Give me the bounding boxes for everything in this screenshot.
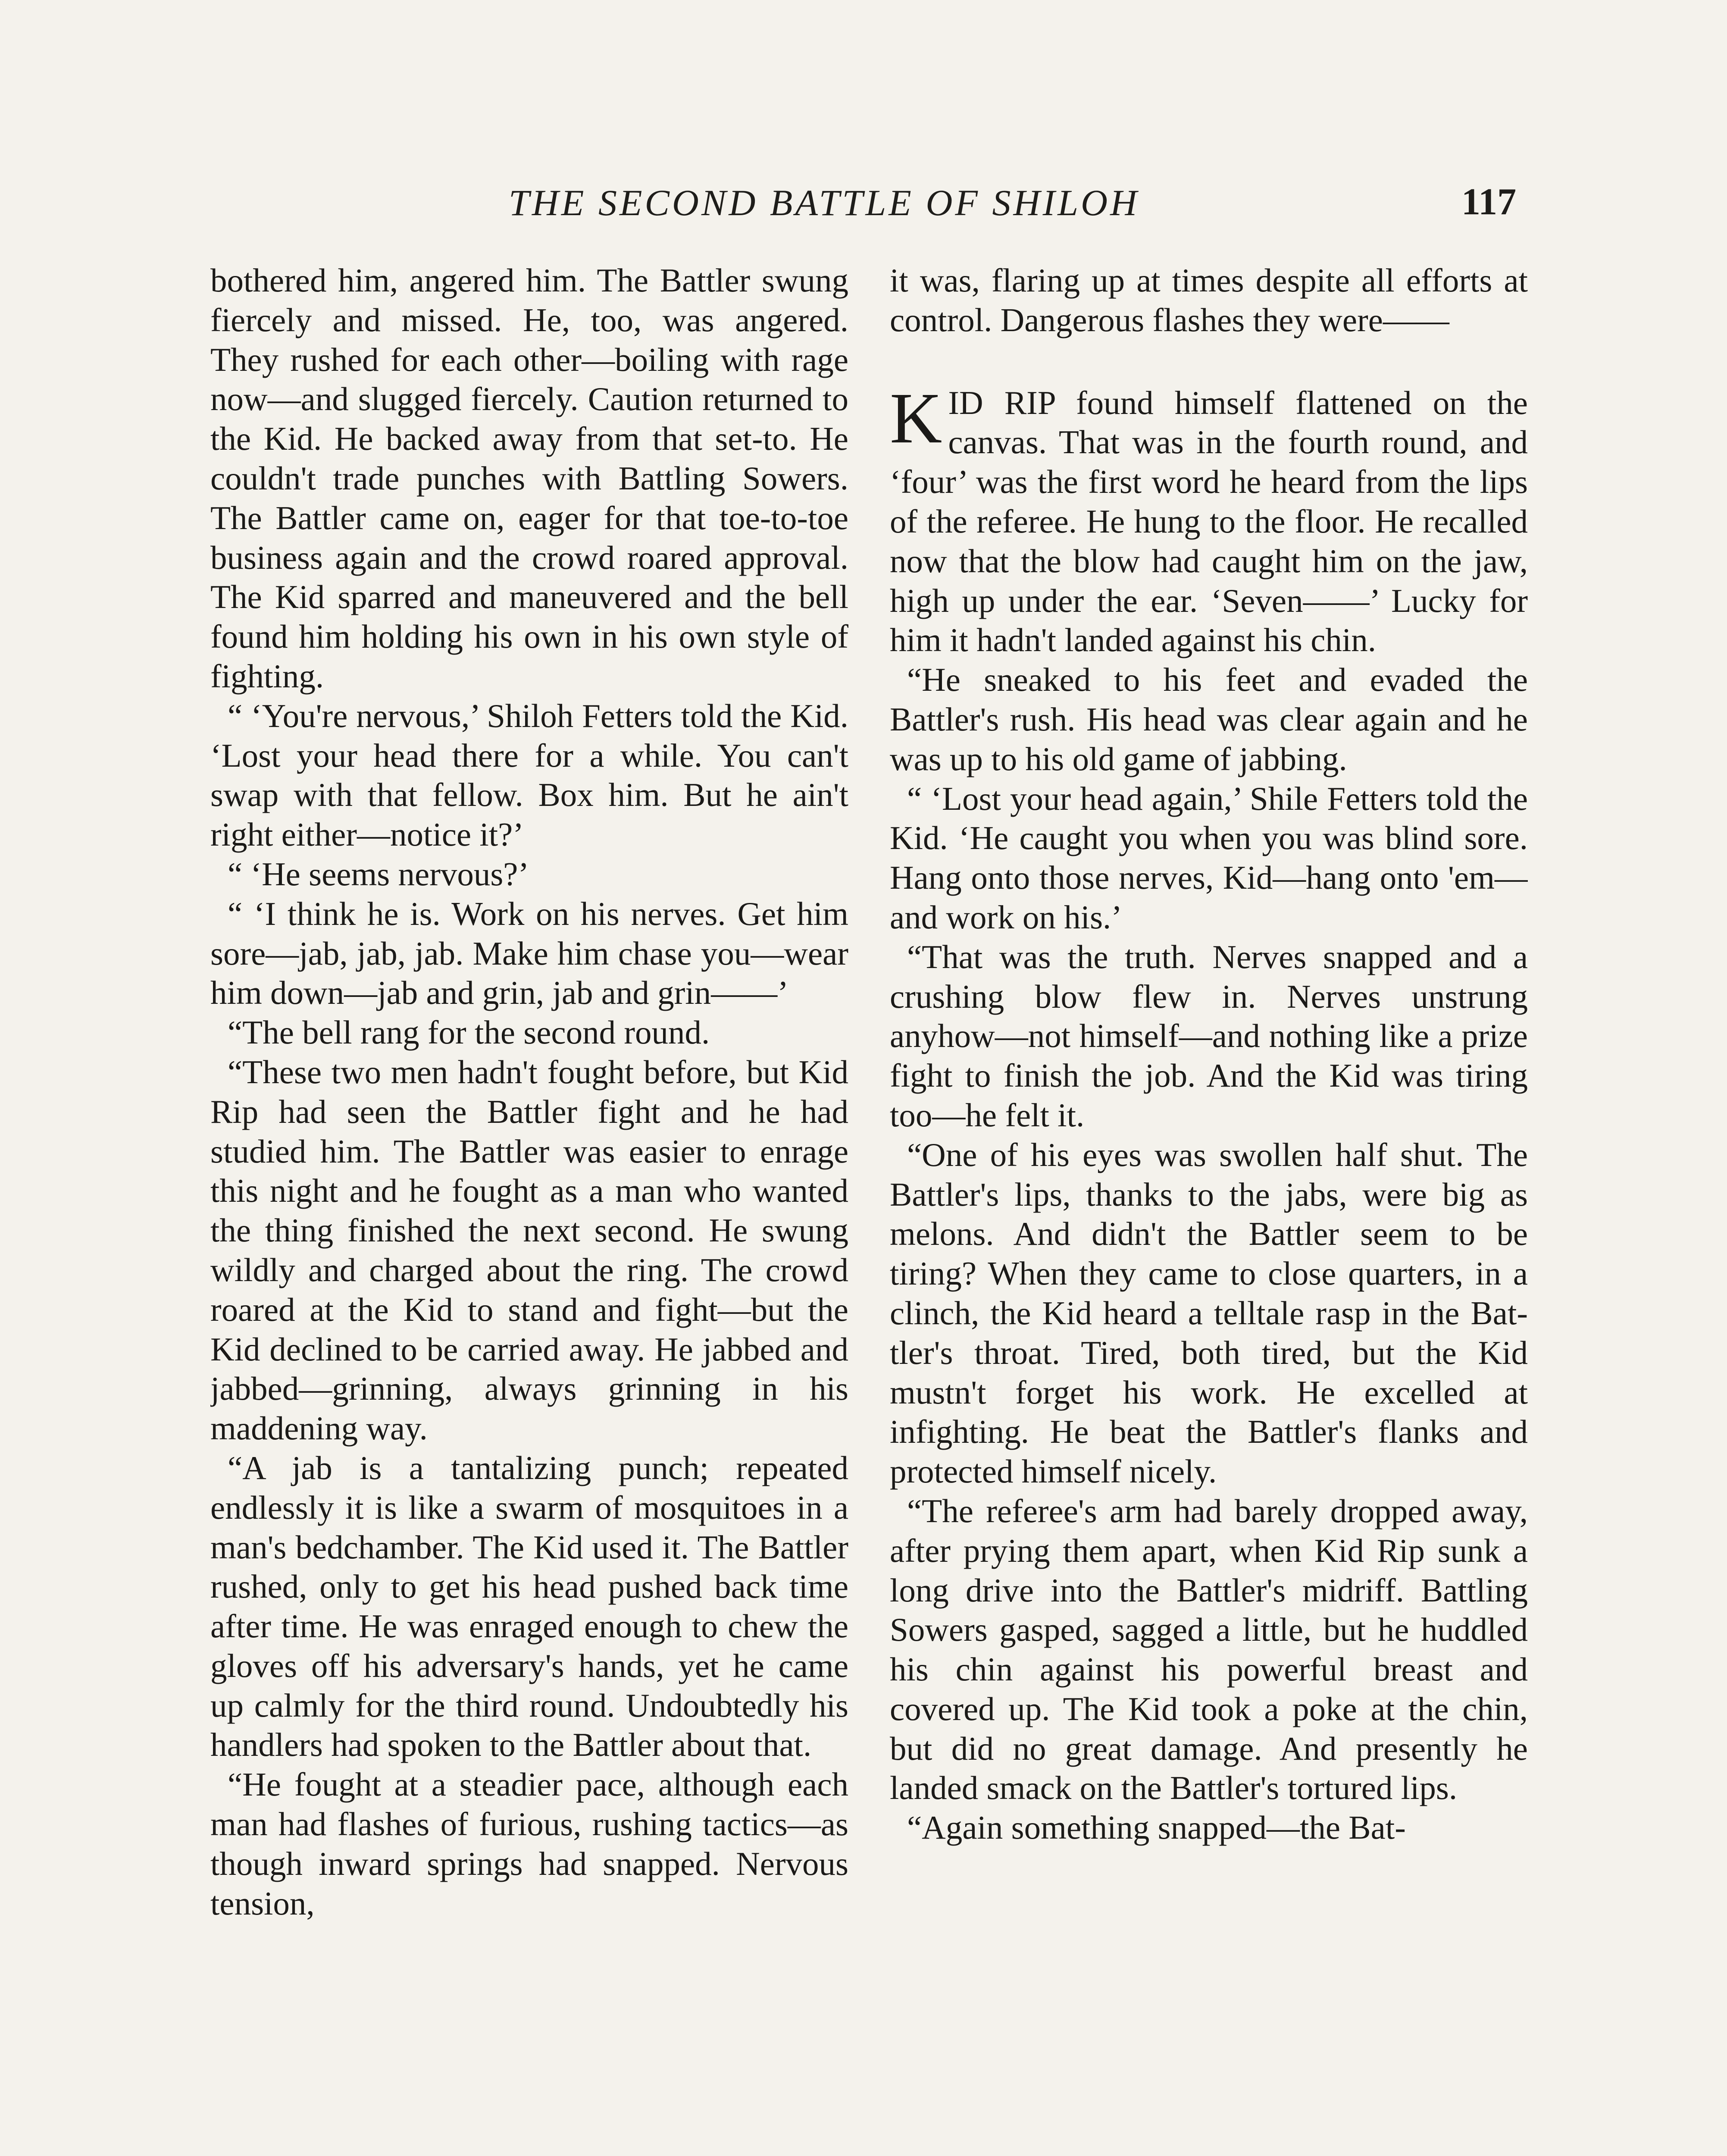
paragraph: “ ‘You're nervous,’ Shiloh Fetters told the Kid. ‘Lost your head there for a while. You can't swap with that fellow. Box him. But he ain't right either—notice it?’ [210,697,848,853]
paragraph-continuation: it was, flaring up at times despite all efforts at control. Dangerous flashes they were—— [890,262,1528,338]
page-number: 117 [1461,181,1517,223]
section-opening-paragraph [890,378,1528,661]
paragraph: “That was the truth. Nerves snapped and a crushing blow flew in. Nerves unstrung anyhow—not himself—and nothing like a prize fight to finish the job. And the Kid was tiring too—he felt it. [890,938,1528,1134]
paragraph: “The referee's arm had barely dropped away, after prying them apart, when Kid Rip sunk a long drive into the Battler's midriff. Battling Sowers gasped, sagged a little, but he huddled his chin against his powerful breast and covered up. The Kid took a poke at the chin, but did no great damage. And presently he landed smack on the Battler's tortured lips. [890,1492,1528,1807]
paragraph: “He sneaked to his feet and evaded the Battler's rush. His head was clear again and he was up to his old game of jabbing. [890,661,1528,777]
paragraph: “He fought at a steadier pace, although each man had flashes of furious, rushing tactics—as though inward springs had snapped. Nervous tension, [210,1766,848,1922]
left-column [210,261,848,2156]
paragraph: “These two men hadn't fought before, but Kid Rip had seen the Battler fight and he had studied him. The Battler was easier to enrage this night and he fought as a man who wanted the thing finished the next second. He swung wildly and charged about the ring. The crowd roared at the Kid to stand and fight—but the Kid declined to be carried away. He jabbed and jabbed—grinning, always grinning in his maddening way. [210,1053,848,1447]
paragraph: “A jab is a tantalizing punch; repeated endlessly it is like a swarm of mosquitoes in a man's bedchamber. The Kid used it. The Battler rushed, only to get his head pushed back time after time. He was enraged enough to chew the gloves off his adversary's hands, yet he came up calmly for the third round. Undoubtedly his handlers had spoken to the Battler about that. [210,1449,848,1764]
paragraph: bothered him, angered him. The Battler swung fiercely and missed. He, too, was angered. They rushed for each other—boiling with rage now—and slugged fiercely. Caution returned to the Kid. He backed away from that set-to. He couldn't trade punches with Battling Sowers. The Battler came on, eager for that toe-to-toe business again and the crowd roared approval. The Kid sparred and maneuvered and the bell found him holding his own in his own style of fighting. [210,262,848,695]
paragraph: “ ‘I think he is. Work on his nerves. Get him sore—jab, jab, jab. Make him chase you—wear him down—jab and grin, jab and grin——’ [210,895,848,1012]
paragraph: “Again something snapped—the Bat- [907,1809,1406,1846]
section-opening-text: ID RIP found himself flattened on the canvas. That was in the fourth round, and ‘four’ was the first word he heard from the lips of the referee. He hung to the floor. He recalled now that the blow had caught him on the jaw, high up under the ear. ‘Seven——’ Lucky for him it hadn't landed against his chin. [890,384,1528,659]
paragraph: “ ‘Lost your head again,’ Shile Fetters told the Kid. ‘He caught you when you was blind sore. Hang onto those nerves, Kid—hang onto 'em—and work on his.’ [890,780,1528,936]
paragraph: “One of his eyes was swollen half shut. The Battler's lips, thanks to the jabs, were big as melons. And didn't the Battler seem to be tiring? When they came to close quarters, in a clinch, the Kid heard a telltale rasp in the Battler's throat. Tired, both tired, but the Kid mustn't forget his work. He excelled at infighting. He beat the Battler's flanks and protected himself nicely. [890,1136,1528,1490]
running-title: THE SECOND BATTLE OF SHILOH [509,182,1140,223]
paragraph: “The bell rang for the second round. [228,1014,710,1051]
right-column [890,261,1528,2156]
paragraph: “ ‘He seems nervous?’ [228,855,529,893]
drop-cap: K [890,378,942,458]
